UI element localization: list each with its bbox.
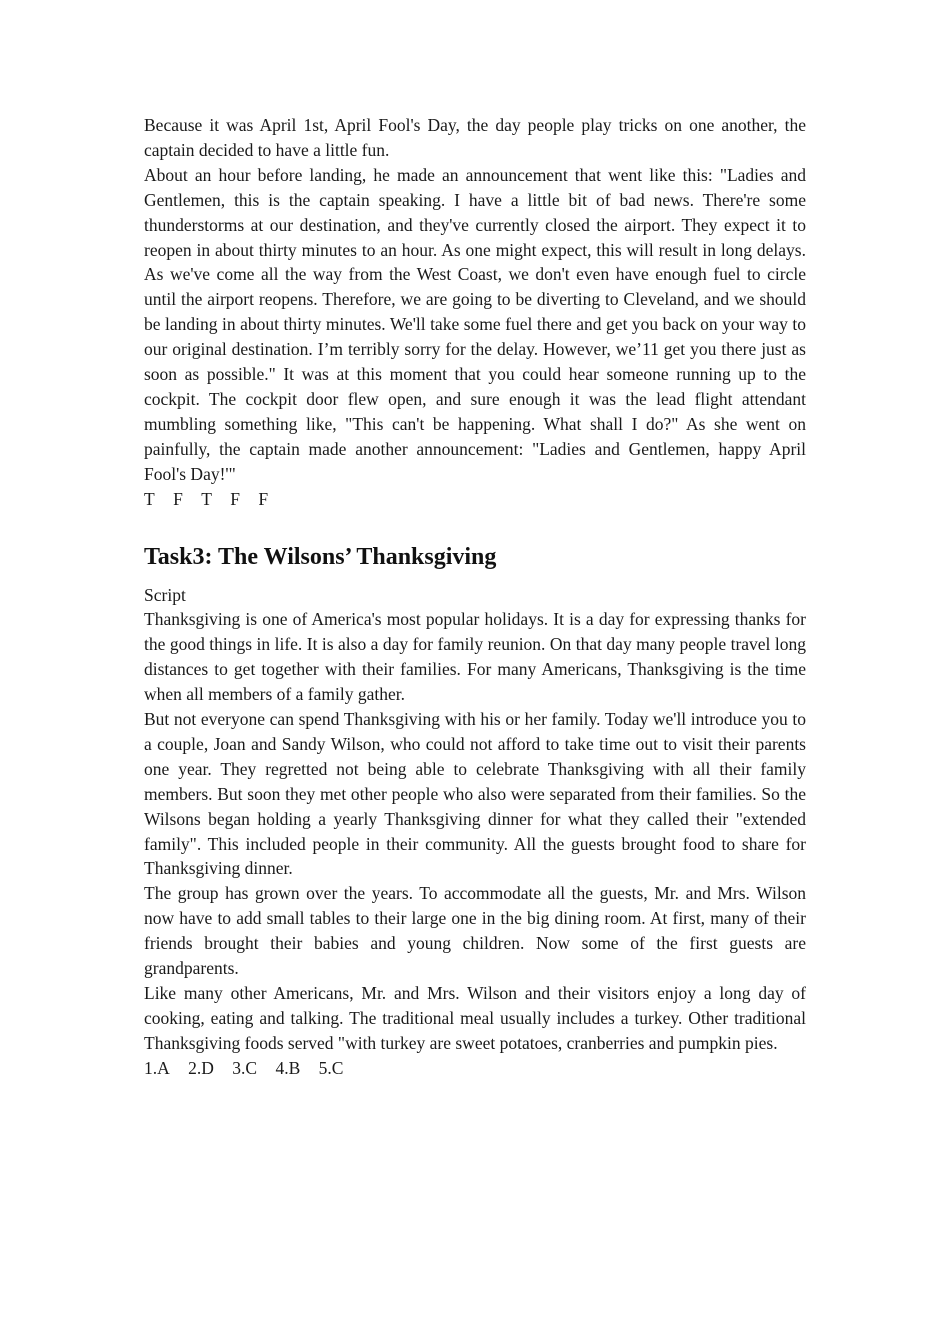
- task3-heading: Task3: The Wilsons’ Thanksgiving: [144, 543, 497, 570]
- task2-answer: T: [201, 488, 212, 509]
- task3-paragraph-3: The group has grown over the years. To accommodate all the guests, Mr. and Mrs. Wilson now have to add small tables to their large one in the big dining room. At first, many of their friends brought their babies and young children. Now some of the first guests are grandparents.: [144, 883, 806, 979]
- task3-paragraph-1: Thanksgiving is one of America's most popular holidays. It is a day for expressing thanks for the good things in life. It is also a day for family reunion. On that day many people travel long distances to get together with their families. For many Americans, Thanksgiving is the time when all members of a family gather.: [144, 609, 806, 705]
- task3-answer: 2.D: [188, 1057, 214, 1078]
- task3-answer: 3.C: [232, 1057, 258, 1078]
- task2-answer: F: [258, 488, 269, 509]
- task2-paragraph-1: Because it was April 1st, April Fool's Day, the day people play tricks on one another, the captain decided to have a little fun.: [144, 115, 806, 160]
- task3-answer-key: [144, 1056, 806, 1081]
- task2-answer: F: [230, 488, 240, 509]
- task3-paragraph-2: But not everyone can spend Thanksgiving with his or her family. Today we'll introduce you to a couple, Joan and Sandy Wilson, who could not afford to take time out to visit their parents one year. They regretted not being able to celebrate Thanksgiving with all their family members. But soon they met other people who also were separated from their families. So the Wilsons began holding a yearly Thanksgiving dinner for what they called their "extended family". This included people in their community. All the guests brought food to share for Thanksgiving dinner.: [144, 709, 806, 879]
- task3-paragraph-4: Like many other Americans, Mr. and Mrs. Wilson and their visitors enjoy a long day of cooking, eating and talking. The traditional meal usually includes a turkey. Other traditional Thanksgiving foods served "with turkey are sweet potatoes, cranberries and pumpkin pies.: [144, 983, 806, 1053]
- script-label: Script: [144, 584, 186, 605]
- task2-answer-key: [144, 487, 806, 512]
- task2-answer: F: [173, 488, 183, 509]
- task3-answer: 4.B: [275, 1057, 301, 1078]
- document-page: [144, 113, 806, 1081]
- task3-answer: 5.C: [318, 1057, 344, 1078]
- task2-answer: T: [144, 488, 155, 509]
- task3-answer: 1.A: [144, 1057, 170, 1078]
- task2-paragraph-2: About an hour before landing, he made an announcement that went like this: "Ladies and Gentlemen, this is the captain speaking. I have a little bit of bad news. There're some thunderstorms at our destination, and they've currently closed the airport. They expect it to reopen in about thirty minutes to an hour. As one might expect, this will result in long delays. As we've come all the way from the West Coast, we don't even have enough fuel to circle until the airport reopens. Therefore, we are going to be diverting to Cleveland, and we should be landing in about thirty minutes. We'll take some fuel there and get you back on your way to our original destination. I’m terribly sorry for the delay. However, we’11 get you there just as soon as possible." It was at this moment that you could hear someone running up to the cockpit. The cockpit door flew open, and sure enough it was the lead flight attendant mumbling something like, "This can't be happening. What shall I do?" As she went on painfully, the captain made another announcement: "Ladies and Gentlemen, happy April Fool's Day!'": [144, 164, 806, 484]
